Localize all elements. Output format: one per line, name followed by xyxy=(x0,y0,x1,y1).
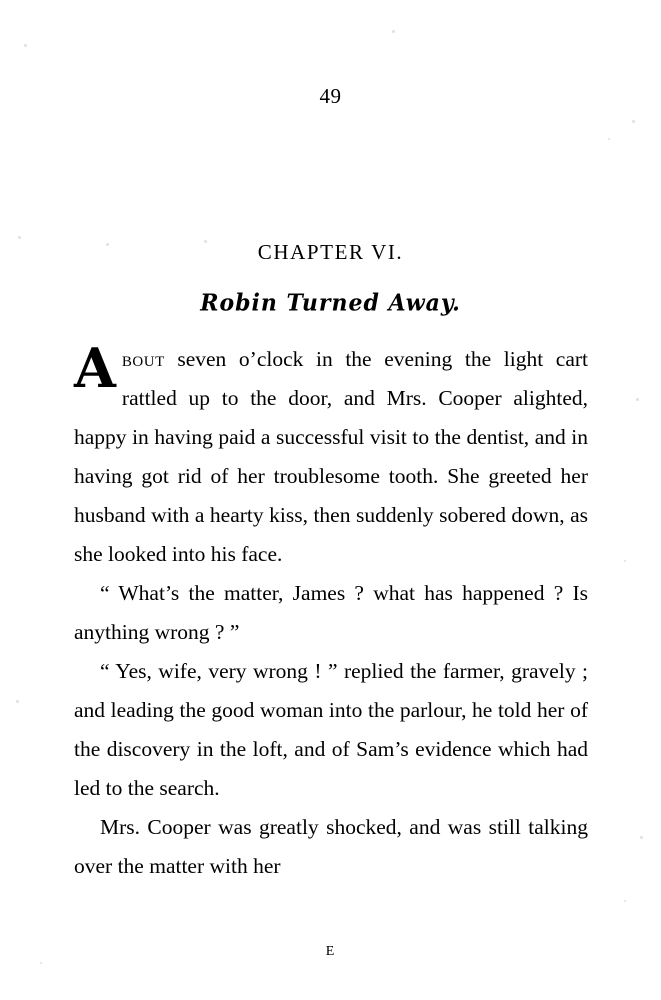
paragraph-text: “ Yes, wife, very wrong ! ” replied the farmer, gravely ; and leading the good woman into the parlour, he told her of the discovery in the loft, and of Sam’s evidence which had led to the search. xyxy=(74,659,588,800)
scan-speckle xyxy=(392,30,395,33)
paragraph xyxy=(74,652,588,808)
scan-speckle xyxy=(40,962,42,964)
scan-speckle xyxy=(608,138,610,140)
scan-speckle xyxy=(632,120,635,123)
scan-speckle xyxy=(24,44,27,47)
paragraph xyxy=(74,336,588,574)
chapter-subtitle: Robin Turned Away. xyxy=(200,289,461,317)
scan-speckle xyxy=(16,700,19,703)
paragraph-text: “ What’s the matter, James ? what has happened ? Is anything wrong ? ” xyxy=(74,581,588,644)
signature-mark: E xyxy=(325,944,336,959)
paragraph-text: Mrs. Cooper was greatly shocked, and was still talking over the matter with her xyxy=(74,815,588,878)
paragraph xyxy=(74,574,588,652)
scan-speckle xyxy=(636,398,639,401)
scan-speckle xyxy=(624,900,626,902)
page-number: 49 xyxy=(319,84,342,108)
scan-speckle xyxy=(640,836,643,839)
chapter-heading: CHAPTER VI. xyxy=(257,240,404,264)
scan-speckle xyxy=(624,560,626,562)
paragraph-text: seven o’clock in the evening the light cart rattled up to the door, and Mrs. Cooper alighted, happy in having paid a successful visit to the dentist, and in having got rid of her troublesome tooth. She greeted her husband with a hearty kiss, then suddenly sobered down, as she looked into his face. xyxy=(74,347,588,566)
drop-cap-letter: A xyxy=(74,336,116,400)
paragraph xyxy=(74,808,588,886)
body-text xyxy=(74,336,588,886)
scan-speckle xyxy=(18,236,21,239)
paragraph-lead-smallcaps: bout xyxy=(121,347,165,371)
